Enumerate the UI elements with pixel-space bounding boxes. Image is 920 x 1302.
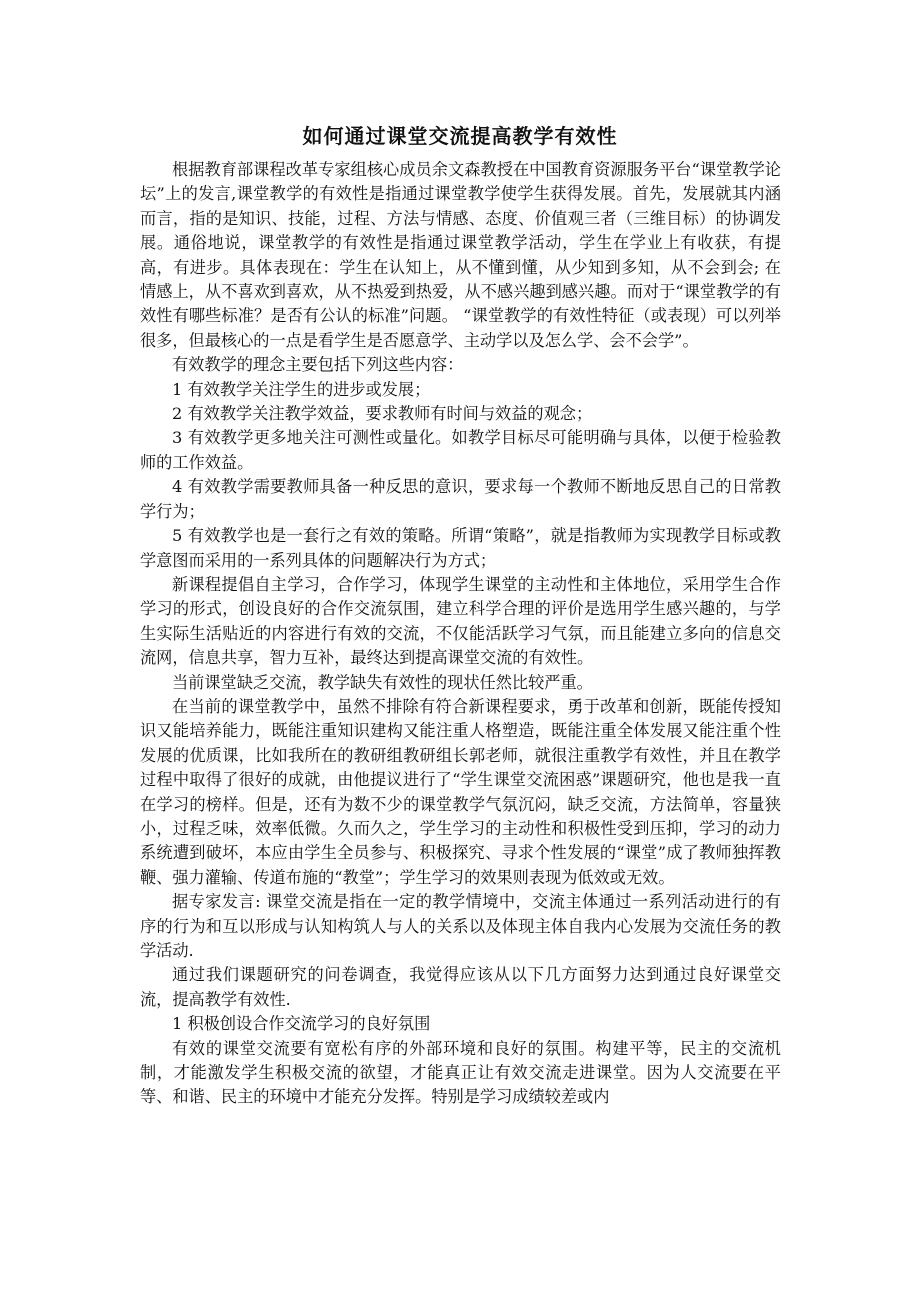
document-title: 如何通过课堂交流提高教学有效性 xyxy=(302,124,618,148)
list-item: 3 有效教学更多地关注可测性或量化。如教学目标尽可能明确与具体，以便于检验教师的工作效益。 xyxy=(140,428,781,472)
paragraph: 有效的课堂交流要有宽松有序的外部环境和良好的氛围。构建平等，民主的交流机制，才能激发学生积极交流的欲望，才能真正让有效交流走进课堂。因为人交流要在平等、和谐、民主的环境中才能充分发挥。特别是学习成绩较差或内 xyxy=(140,1038,781,1107)
paragraph: 据专家发言: 课堂交流是指在一定的教学情境中，交流主体通过一系列活动进行的有序的行为和互以形成与认知构筑人与人的关系以及体现主体自我内心发展为交流任务的教学活动. xyxy=(140,892,781,960)
list-item: 4 有效教学需要教师具备一种反思的意识，要求每一个教师不断地反思自己的日常教学行为； xyxy=(140,477,781,521)
list-item: 1 有效教学关注学生的进步或发展； xyxy=(172,379,431,399)
document-body xyxy=(140,158,781,1110)
list-item: 2 有效教学关注教学效益，要求教师有时间与效益的观念； xyxy=(172,404,593,424)
paragraph: 通过我们课题研究的问卷调查，我觉得应该从以下几方面努力达到通过良好课堂交流，提高教学有效性. xyxy=(140,965,781,1009)
section-heading: 1 积极创设合作交流学习的良好氛围 xyxy=(172,1014,431,1034)
list-item: 5 有效教学也是一套行之有效的策略。所谓“策略”，就是指教师为实现教学目标或教学意图而采用的一系列具体的问题解决行为方式； xyxy=(140,526,781,570)
paragraph: 在当前的课堂教学中，虽然不排除有符合新课程要求，勇于改革和创新，既能传授知识又能培养能力，既能注重知识建构又能注重人格塑造，既能注重全体发展又能注重个性发展的优质课，比如我所在的教研组教研组长郭老师，就很注重教学有效性，并且在教学过程中取得了很好的成就，由他提议进行了“学生课堂交流困惑”课题研究，他也是我一直在学习的榜样。但是，还有为数不少的课堂教学气氛沉闷，缺乏交流，方法简单，容量狭小，过程乏味，效率低微。久而久之，学生学习的主动性和积极性受到压抑，学习的动力系统遭到破坏，本应由学生全员参与、积极探究、寻求个性发展的“课堂”成了教师独挥教鞭、强力灌输、传道布施的“教堂”；学生学习的效果则表现为低效或无效。 xyxy=(140,696,781,887)
paragraph: 当前课堂缺乏交流，教学缺失有效性的现状任然比较严重。 xyxy=(172,672,593,692)
paragraph: 有效教学的理念主要包括下列这些内容： xyxy=(172,355,464,375)
paragraph: 新课程提倡自主学习，合作学习，体现学生课堂的主动性和主体地位，采用学生合作学习的形式，创设良好的合作交流氛围，建立科学合理的评价是选用学生感兴趣的，与学生实际生活贴近的内容进行有效的交流，不仅能活跃学习气氛，而且能建立多向的信息交流网，信息共享，智力互补，最终达到提高课堂交流的有效性。 xyxy=(140,574,781,668)
paragraph: 根据教育部课程改革专家组核心成员余文森教授在中国教育资源服务平台“课堂教学论坛”上的发言,课堂教学的有效性是指通过课堂教学使学生获得发展。首先，发展就其内涵而言，指的是知识、技能，过程、方法与情感、态度、价值观三者（三维目标）的协调发展。通俗地说，课堂教学的有效性是指通过课堂教学活动，学生在学业上有收获，有提高，有进步。具体表现在：学生在认知上，从不懂到懂，从少知到多知，从不会到会; 在情感上，从不喜欢到喜欢，从不热爱到热爱，从不感兴趣到感兴趣。而对于“课堂教学的有效性有哪些标准？是否有公认的标准”问题。 “课堂教学的有效性特征（或表现）可以列举很多，但最核心的一点是看学生是否愿意学、主动学以及怎么学、会不会学”。 xyxy=(140,160,781,350)
